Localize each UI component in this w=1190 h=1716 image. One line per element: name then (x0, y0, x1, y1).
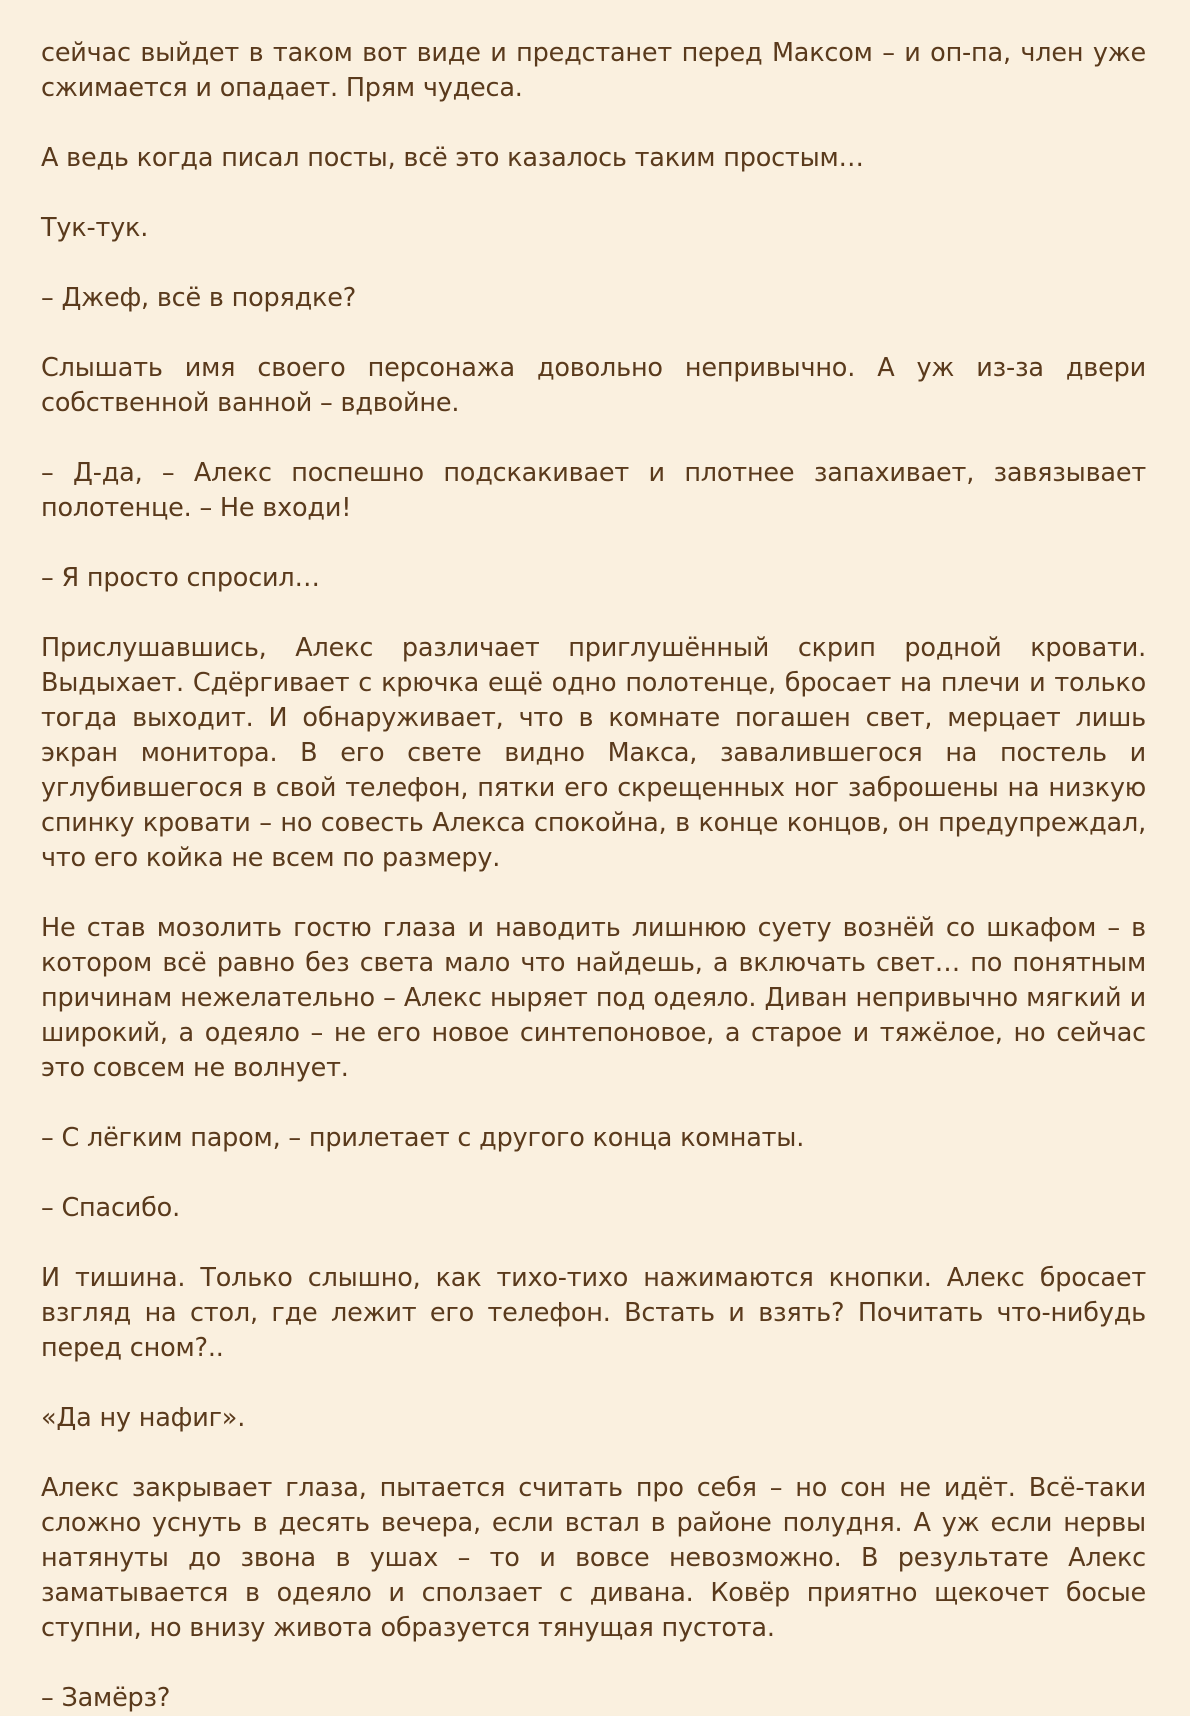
paragraph-2: А ведь когда писал посты, всё это казалось таким простым… (41, 143, 864, 173)
paragraph-5: Слышать имя своего персонажа довольно непривычно. А уж из-за двери собственной ванной – вдвойне. (41, 353, 1146, 418)
paragraph-9: Не став мозолить гостю глаза и наводить лишнюю суету вознёй со шкафом – в котором всё равно без света мало что найдешь, а включать свет… по понятным причинам нежелательно – Алекс ныряет под одеяло. Диван непривычно мягкий и широкий, а одеяло – не его новое синтепоновое, а старое и тяжёлое, но сейчас это совсем не волнует. (41, 913, 1146, 1083)
paragraph-6: – Д-да, – Алекс поспешно подскакивает и плотнее запахивает, завязывает полотенце. – Не входи! (41, 458, 1146, 523)
paragraph-13: «Да ну нафиг». (41, 1403, 246, 1433)
paragraph-8: Прислушавшись, Алекс различает приглушённый скрип родной кровати. Выдыхает. Сдёргивает с крючка ещё одно полотенце, бросает на плечи и только тогда выходит. И обнаруживает, что в комнате погашен свет, мерцает лишь экран монитора. В его свете видно Макса, завалившегося на постель и углубившегося в свой телефон, пятки его скрещенных ног заброшены на низкую спинку кровати – но совесть Алекса спокойна, в конце концов, он предупреждал, что его койка не всем по размеру. (41, 633, 1146, 873)
paragraph-12: И тишина. Только слышно, как тихо-тихо нажимаются кнопки. Алекс бросает взгляд на стол, где лежит его телефон. Встать и взять? Почитать что-нибудь перед сном?.. (41, 1263, 1146, 1363)
paragraph-14: Алекс закрывает глаза, пытается считать про себя – но сон не идёт. Всё-таки сложно уснуть в десять вечера, если встал в районе полудня. А уж если нервы натянуты до звона в ушах – то и вовсе невозможно. В результате Алекс заматывается в одеяло и сползает с дивана. Ковёр приятно щекочет босые ступни, но внизу живота образуется тянущая пустота. (41, 1473, 1146, 1643)
paragraph-15: – Замёрз? (41, 1683, 171, 1713)
paragraph-7: – Я просто спросил… (41, 563, 320, 593)
paragraph-10: – С лёгким паром, – прилетает с другого конца комнаты. (41, 1123, 805, 1153)
paragraph-1: сейчас выйдет в таком вот виде и предстанет перед Максом – и оп-па, член уже сжимается и опадает. Прям чудеса. (41, 38, 1146, 103)
paragraph-11: – Спасибо. (41, 1193, 180, 1223)
paragraph-4: – Джеф, всё в порядке? (41, 283, 357, 313)
paragraph-3: Тук-тук. (41, 213, 149, 243)
